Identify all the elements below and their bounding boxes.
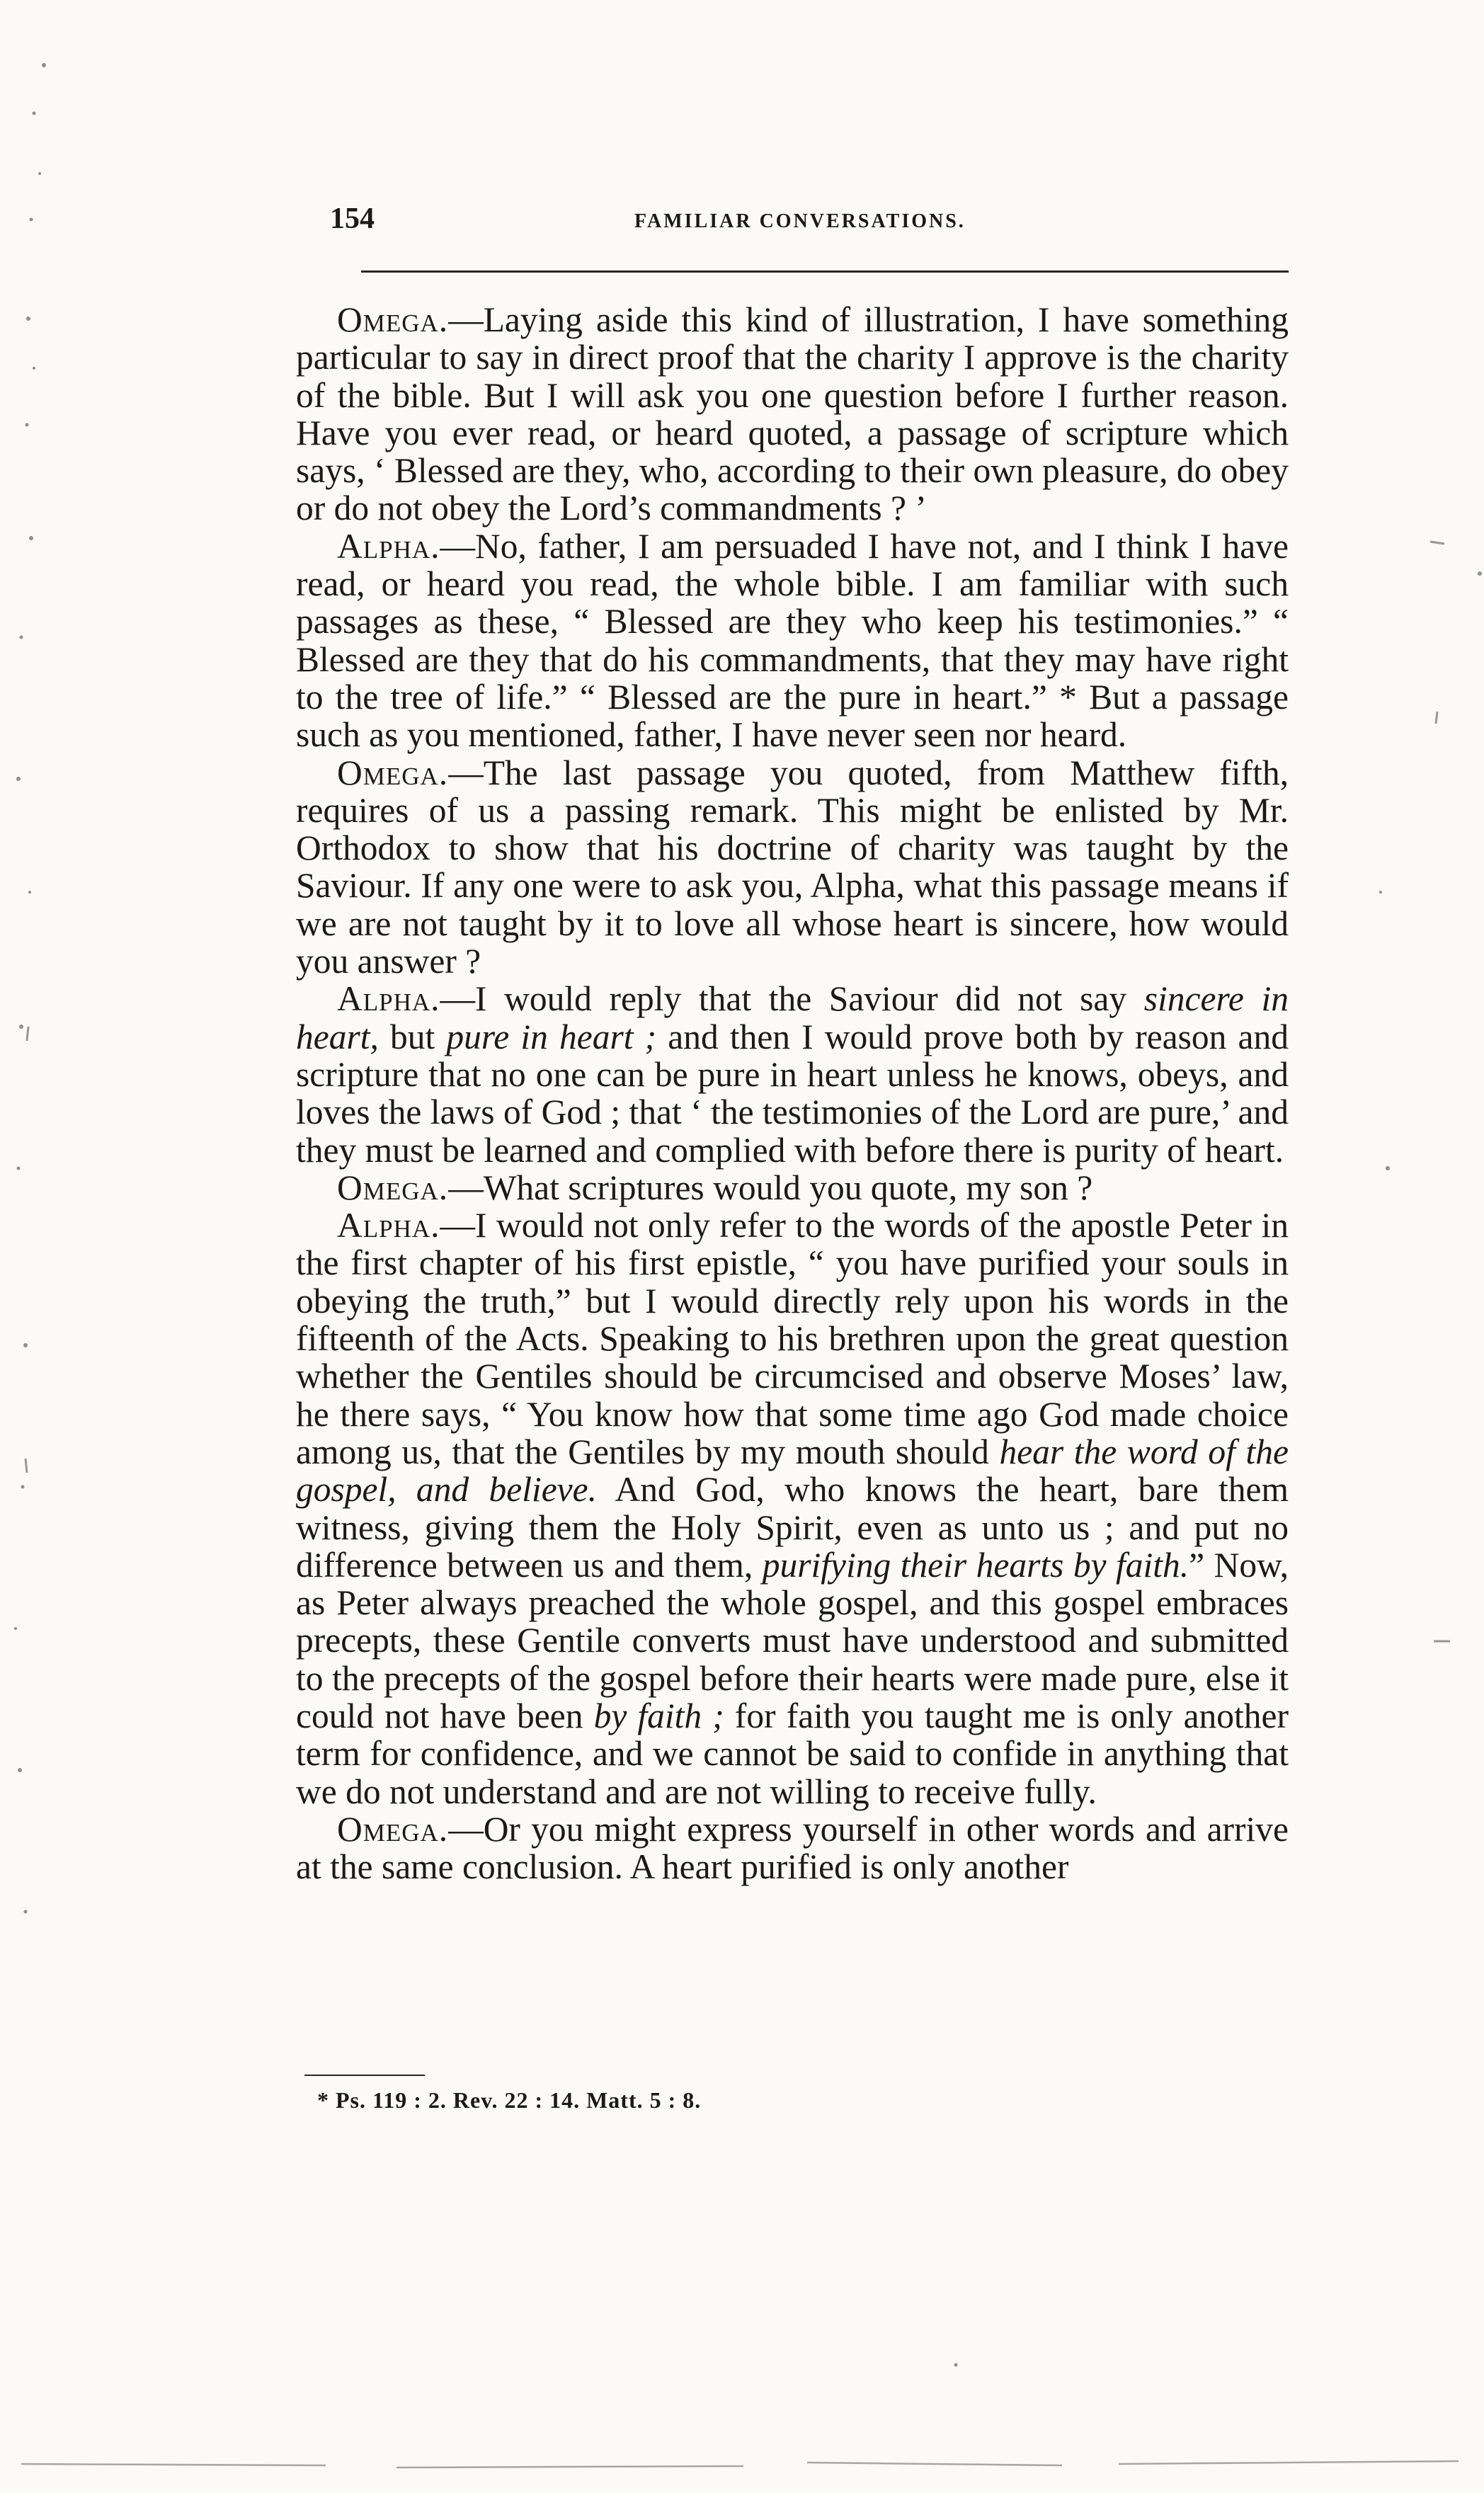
paragraph-text: —I would reply that the Saviour did not say xyxy=(440,979,1144,1019)
paragraph-text: —No, father, I am persuaded I have not, and I think I have read, or heard you read, the whole bible. I am familiar with such passages as these, “ Blessed are they who keep his testimonies.” “ Blessed are they that do his commandments, that they may have right to the tree of life.” “ Blessed are the pure in heart.” * But a passage such as you mentioned, father, I have never seen nor heard. xyxy=(296,526,1289,755)
speaker-name: Omega. xyxy=(337,1809,449,1849)
running-head: FAMILIAR CONVERSATIONS. xyxy=(634,210,966,232)
paragraph-alpha-3 xyxy=(296,1206,1289,1810)
page-header xyxy=(330,202,1321,244)
paragraph-text: but xyxy=(378,1017,447,1056)
paragraph-text: —What scriptures would you quote, my son ? xyxy=(448,1168,1093,1207)
paragraph-text: —The last passage you quoted, from Matthew fifth, requires of us a passing remark. This might be enlisted by Mr. Orthodox to show that his doctrine of charity was taught by the Saviour. If any one were to ask you, Alpha, what this passage means if we are not taught by it to love all whose heart is sincere, how would you answer ? xyxy=(296,753,1289,981)
italic-phrase: hear the word of the gospel, and believe. xyxy=(296,1432,1289,1510)
paragraph-alpha-1 xyxy=(296,527,1289,754)
footnote: * Ps. 119 : 2. Rev. 22 : 14. Matt. 5 : 8. xyxy=(317,2087,702,2113)
speaker-name: Omega. xyxy=(337,753,449,792)
paragraph-text: ” Now, as Peter always preached the whole gospel, and this gospel embraces precepts, these Gentile converts must have understood and submitted to the precepts of the gospel before their hearts were made pure, else it could not have been xyxy=(296,1545,1289,1735)
paragraph-text: for faith you taught me is only another term for confidence, and we cannot be said to confide in anything that we do not understand and are not willing to receive fully. xyxy=(296,1696,1289,1811)
speaker-name: Alpha. xyxy=(337,979,440,1019)
page-number: 154 xyxy=(330,202,375,235)
italic-phrase: pure in heart ; xyxy=(446,1017,657,1056)
speaker-name: Omega. xyxy=(337,1168,449,1207)
footnote-rule xyxy=(304,2075,425,2076)
speaker-name: Alpha. xyxy=(337,1206,440,1245)
paragraph-text: —Or you might express yourself in other words and arrive at the same conclusion. A heart purified is only another xyxy=(296,1809,1289,1887)
paragraph-omega-4 xyxy=(296,1810,1289,1886)
body-text xyxy=(296,301,1289,1886)
paragraph-omega-3 xyxy=(296,1169,1289,1206)
paragraph-alpha-2 xyxy=(296,980,1289,1168)
italic-phrase: by faith ; xyxy=(593,1696,724,1735)
paragraph-omega-1 xyxy=(296,301,1289,527)
paragraph-omega-2 xyxy=(296,754,1289,981)
paragraph-text: and then I would prove both by reason and scripture that no one can be pure in heart unless he knows, obeys, and loves the laws of God ; that ‘ the testimonies of the Lord are pure,’ and they must be learned and complied with before there is purity of heart. xyxy=(296,1017,1289,1170)
speaker-name: Omega. xyxy=(337,300,449,339)
italic-phrase: sincere in heart, xyxy=(296,979,1289,1056)
speaker-name: Alpha. xyxy=(337,526,440,566)
header-rule xyxy=(361,270,1289,273)
italic-phrase: purifying their hearts by faith. xyxy=(762,1545,1189,1585)
paragraph-text: —Laying aside this kind of illustration, I have something particular to say in direct proof that the charity I approve is the charity of the bible. But I will ask you one question before I further reason. Have you ever read, or heard quoted, a passage of scripture which says, ‘ Blessed are they, who, according to their own pleasure, do obey or do not obey the Lord’s commandments ? ’ xyxy=(296,300,1289,528)
paragraph-text: —I would not only refer to the words of the apostle Peter in the first chapter of his first epistle, “ you have purified your souls in obeying the truth,” but I would directly rely upon his words in the fifteenth of the Acts. Speaking to his brethren upon the great question whether the Gentiles should be circumcised and observe Moses’ law, he there says, “ You know how that some time ago God made choice among us, that the Gentiles by my mouth should xyxy=(296,1206,1289,1471)
paragraph-text: And God, who knows the heart, bare them witness, giving them the Holy Spirit, even as unto us ; and put no difference between us and them, xyxy=(296,1470,1289,1585)
